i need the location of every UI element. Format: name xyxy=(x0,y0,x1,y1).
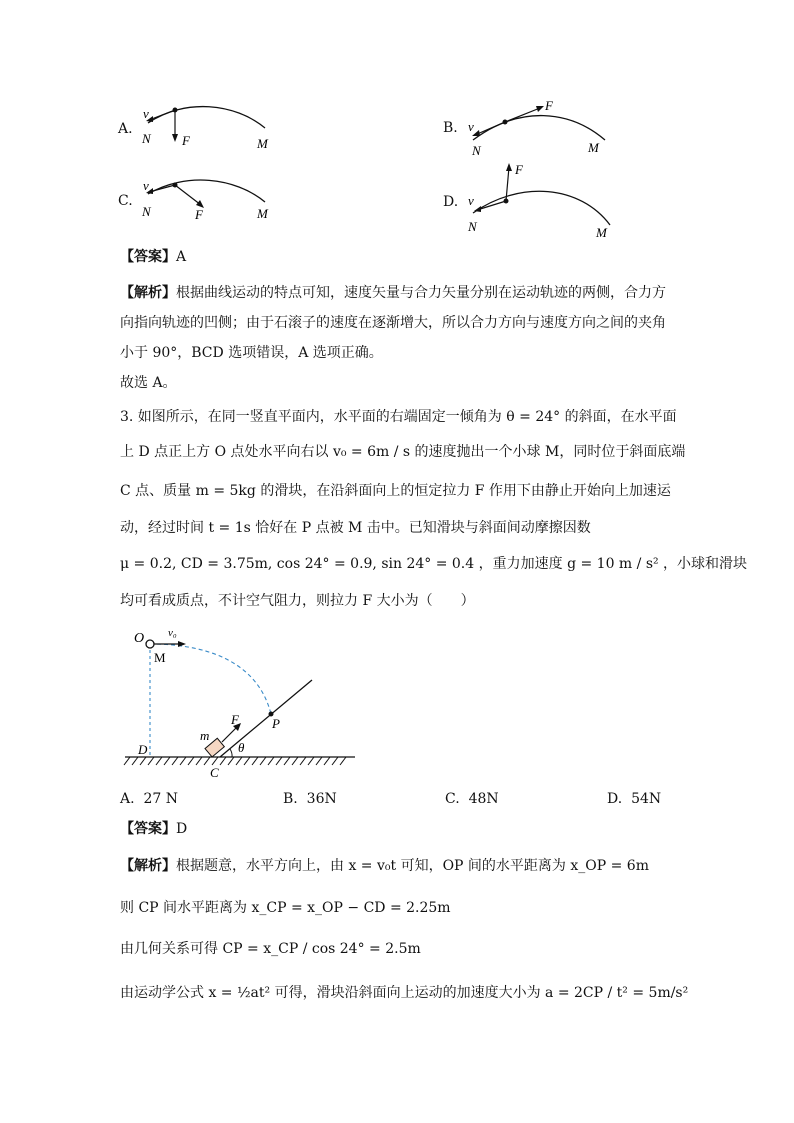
q3-stem-line1: 3. 如图所示，在同一竖直平面内，水平面的右端固定一倾角为 θ = 24° 的斜面，在水平面 xyxy=(120,409,677,425)
label-m: M xyxy=(257,206,268,221)
label-m: M xyxy=(257,136,268,151)
analysis-tag: 【解析】 xyxy=(120,858,176,874)
choice-letter: C. xyxy=(445,791,460,807)
trajectory-diagram xyxy=(440,95,620,160)
q3-stem-line5: μ = 0.2, CD = 3.75m, cos 24° = 0.9, sin 24° = 0.4 ，重力加速度 g = 10 m / s² ，小球和滑块 xyxy=(120,556,748,572)
analysis-tag: 【解析】 xyxy=(120,285,176,301)
label-mass: m xyxy=(200,728,210,743)
label-c: C xyxy=(210,765,219,780)
trajectory-diagram xyxy=(115,98,285,158)
label-v: v xyxy=(143,106,149,121)
option-c-figure xyxy=(115,172,285,227)
label-n: N xyxy=(468,219,477,234)
q3-analysis-line1 xyxy=(120,855,649,877)
option-letter: B. xyxy=(443,120,458,136)
label-v: v xyxy=(143,178,149,193)
label-f: F xyxy=(195,207,203,222)
label-f: F xyxy=(515,162,523,177)
q2-answer xyxy=(120,246,186,268)
q2-analysis-line2: 向指向轨迹的凹侧；由于石滚子的速度在逐渐增大，所以合力方向与速度方向之间的夹角 xyxy=(120,315,666,331)
option-letter: C. xyxy=(118,193,133,209)
option-letter: A. xyxy=(118,121,133,137)
q3-analysis-line4: 由运动学公式 x = ½at² 可得，滑块沿斜面向上运动的加速度大小为 a = 2CP / t² = 5m/s² xyxy=(120,985,689,1001)
choice-letter: A. xyxy=(120,791,135,807)
label-f: F xyxy=(182,133,190,148)
label-f: F xyxy=(545,98,553,113)
q3-analysis-line2: 则 CP 间水平距离为 x_CP = x_OP − CD = 2.25m xyxy=(120,900,451,916)
q3-analysis-line3: 由几何关系可得 CP = x_CP / cos 24° = 2.5m xyxy=(120,941,421,957)
q3-choice-b xyxy=(283,788,337,810)
choice-text: 36N xyxy=(306,791,337,807)
option-d-figure xyxy=(440,155,620,240)
q3-choice-a xyxy=(120,788,178,810)
q3-stem-line3: C 点、质量 m = 5kg 的滑块，在沿斜面向上的恒定拉力 F 作用下由静止开始向上加速运 xyxy=(120,483,671,499)
answer-value: A xyxy=(176,249,187,265)
q3-answer xyxy=(120,818,187,840)
answer-tag: 【答案】 xyxy=(120,821,176,837)
choice-letter: B. xyxy=(283,791,298,807)
label-p: P xyxy=(272,716,280,731)
trajectory-diagram xyxy=(440,155,620,240)
q2-analysis-line1 xyxy=(120,282,666,304)
label-d: D xyxy=(138,742,148,757)
q2-analysis-line3: 小于 90°，BCD 选项错误，A 选项正确。 xyxy=(120,345,383,361)
option-b-figure xyxy=(440,95,620,160)
analysis-text: 根据题意，水平方向上，由 x = v₀t 可知，OP 间的水平距离为 x_OP = 6m xyxy=(176,858,649,874)
option-a-figure xyxy=(115,98,285,158)
label-v: v xyxy=(468,119,474,134)
q3-stem-line2: 上 D 点正上方 O 点处水平向右以 v₀ = 6m / s 的速度抛出一个小球 M，同时位于斜面底端 xyxy=(120,444,686,460)
label-n: N xyxy=(142,131,151,146)
q3-stem-line6: 均可看成质点，不计空气阻力，则拉力 F 大小为（ ） xyxy=(120,593,475,609)
label-m: M xyxy=(596,225,607,240)
label-n: N xyxy=(142,204,151,219)
label-v0: v₀ xyxy=(168,627,177,639)
analysis-text: 根据曲线运动的特点可知，速度矢量与合力矢量分别在运动轨迹的两侧，合力方 xyxy=(176,285,666,301)
answer-value: D xyxy=(176,821,188,837)
choice-letter: D. xyxy=(607,791,623,807)
trajectory-diagram xyxy=(115,172,285,227)
choice-text: 27 N xyxy=(143,791,178,807)
q2-conclusion: 故选 A。 xyxy=(120,375,177,391)
label-f: F xyxy=(231,712,239,727)
option-letter: D. xyxy=(443,194,459,210)
q3-choice-d xyxy=(607,788,661,810)
projectile-incline-figure xyxy=(120,620,360,785)
choice-text: 54N xyxy=(631,791,662,807)
q3-stem-line4: 动，经过时间 t = 1s 恰好在 P 点被 M 击中。已知滑块与斜面间动摩擦因数 xyxy=(120,520,591,536)
label-theta: θ xyxy=(238,740,245,755)
label-o: O xyxy=(134,631,145,646)
label-m-ball: M xyxy=(154,650,166,665)
label-n: N xyxy=(472,143,481,158)
choice-text: 48N xyxy=(468,791,499,807)
q3-choice-c xyxy=(445,788,499,810)
label-m: M xyxy=(588,140,599,155)
label-v: v xyxy=(468,193,474,208)
answer-tag: 【答案】 xyxy=(120,249,176,265)
